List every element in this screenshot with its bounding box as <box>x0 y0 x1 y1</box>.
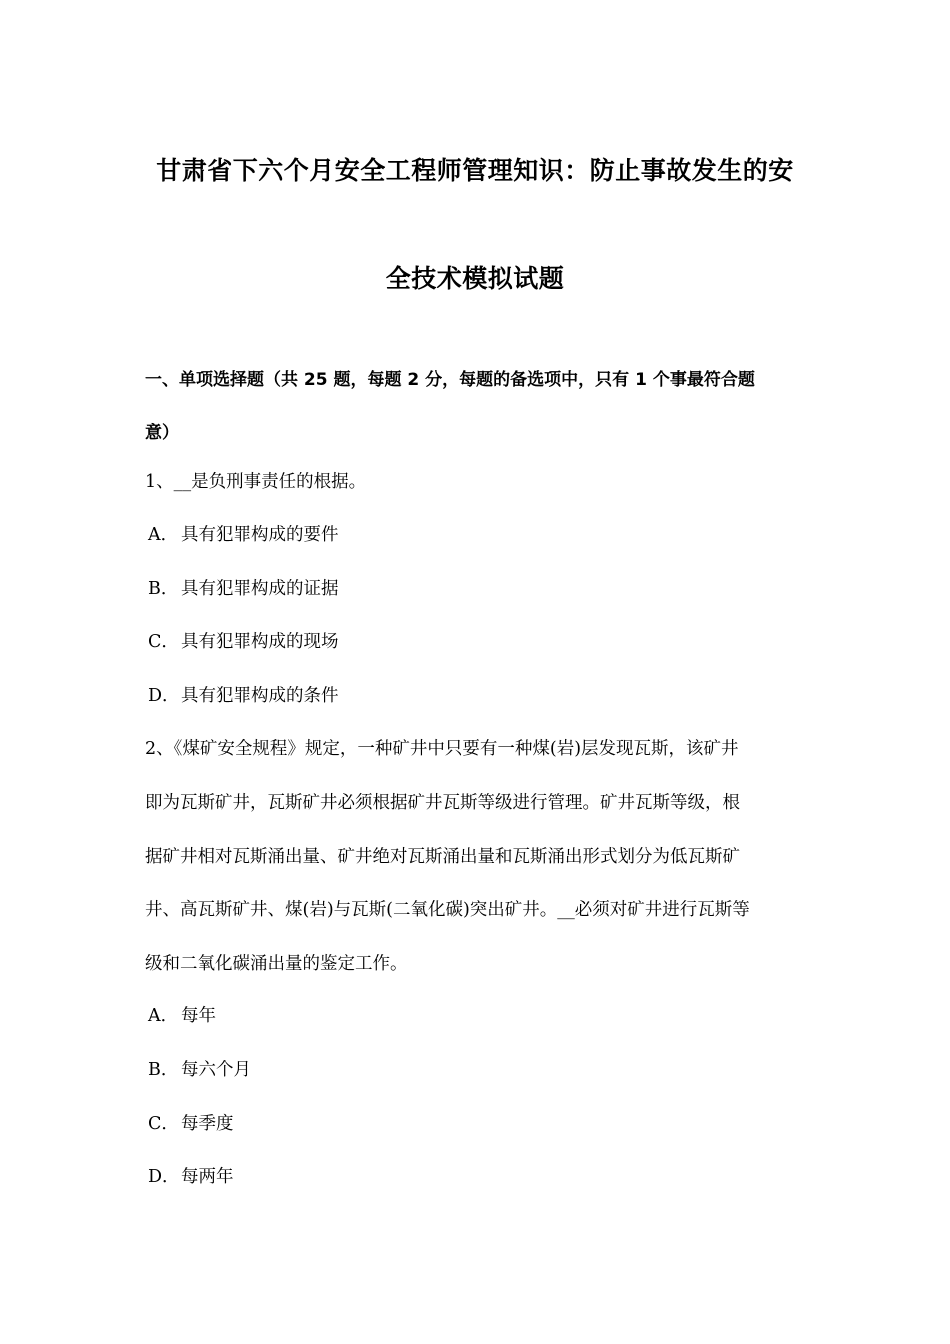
option-letter: D． <box>148 686 180 706</box>
question-2-stem-line-1: 2、《煤矿安全规程》规定，一种矿井中只要有一种煤(岩)层发现瓦斯，该矿井 <box>145 739 739 759</box>
section-heading-line-1: 一、单项选择题（共 25 题，每题 2 分，每题的备选项中，只有 1 个事最符合题 <box>145 370 755 390</box>
question-1-option-a <box>148 523 339 547</box>
option-letter: A． <box>148 525 179 545</box>
question-2-option-a <box>148 1004 216 1028</box>
option-text: 每年 <box>181 1006 216 1026</box>
option-letter: B． <box>148 1060 179 1080</box>
section-heading-line-2: 意） <box>145 423 179 443</box>
option-text: 具有犯罪构成的现场 <box>181 632 339 652</box>
question-1-stem: 1、__是负刑事责任的根据。 <box>145 472 367 492</box>
option-text: 具有犯罪构成的证据 <box>181 579 339 599</box>
document-title-line-1: 甘肃省下六个月安全工程师管理知识：防止事故发生的安 <box>156 156 794 185</box>
option-letter: A． <box>148 1006 179 1026</box>
question-2-option-c <box>148 1112 234 1136</box>
question-2-stem-line-2: 即为瓦斯矿井，瓦斯矿井必须根据矿井瓦斯等级进行管理。矿井瓦斯等级，根 <box>145 793 740 813</box>
question-1-option-d <box>148 684 339 708</box>
option-text: 每季度 <box>181 1114 234 1134</box>
option-text: 每六个月 <box>181 1060 251 1080</box>
option-letter: C． <box>148 632 179 652</box>
option-text: 每两年 <box>181 1167 234 1187</box>
option-letter: C． <box>148 1114 179 1134</box>
document-title-line-2: 全技术模拟试题 <box>385 264 565 293</box>
question-2-option-b <box>148 1058 251 1082</box>
question-1-option-c <box>148 630 339 654</box>
question-1-option-b <box>148 577 339 601</box>
question-2-option-d <box>148 1165 234 1189</box>
question-2-stem-line-5: 级和二氧化碳涌出量的鉴定工作。 <box>145 954 408 974</box>
option-letter: B． <box>148 579 179 599</box>
question-2-stem-line-3: 据矿井相对瓦斯涌出量、矿井绝对瓦斯涌出量和瓦斯涌出形式划分为低瓦斯矿 <box>145 847 740 867</box>
option-text: 具有犯罪构成的条件 <box>181 686 339 706</box>
question-2-stem-line-4: 井、高瓦斯矿井、煤(岩)与瓦斯(二氧化碳)突出矿井。__必须对矿井进行瓦斯等 <box>145 900 750 920</box>
option-text: 具有犯罪构成的要件 <box>181 525 339 545</box>
option-letter: D． <box>148 1167 180 1187</box>
